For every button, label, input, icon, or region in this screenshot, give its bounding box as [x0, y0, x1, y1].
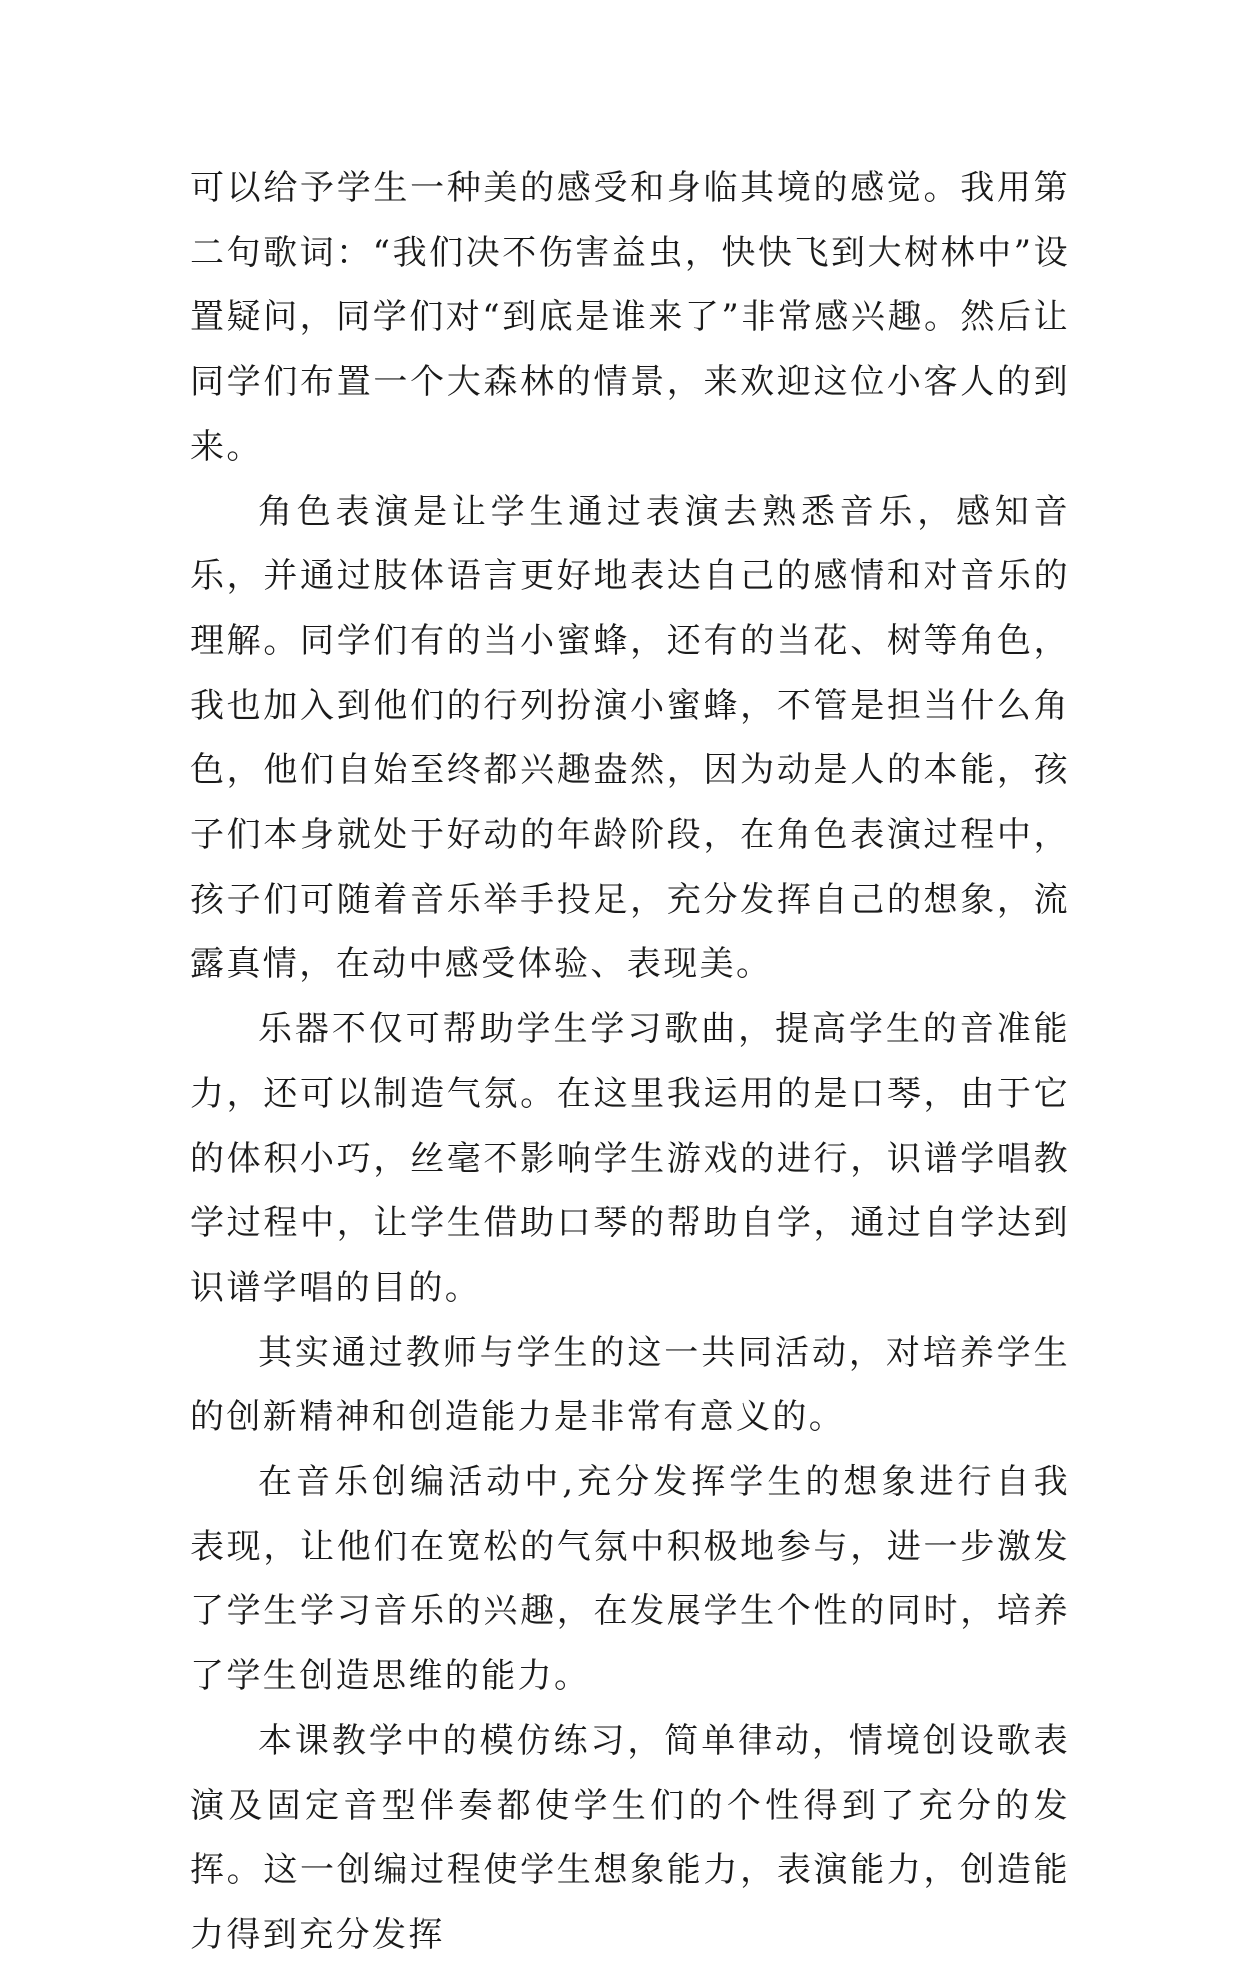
paragraph-2: 角色表演是让学生通过表演去熟悉音乐，感知音乐，并通过肢体语言更好地表达自己的感情和对音乐的理解。同学们有的当小蜜蜂，还有的当花、树等角色，我也加入到他们的行列扮演小蜜蜂，不管是担当什么角色，他们自始至终都兴趣盎然，因为动是人的本能，孩子们本身就处于好动的年龄阶段，在角色表演过程中，孩子们可随着音乐举手投足，充分发挥自己的想象，流露真情，在动中感受体验、表现美。: [190, 491, 1070, 985]
paragraph-1: 可以给予学生一种美的感受和身临其境的感觉。我用第二句歌词：“我们决不伤害益虫，快快飞到大树林中”设置疑问，同学们对“到底是谁来了”非常感兴趣。然后让同学们布置一个大森林的情景，来欢迎这位小客人的到来。: [190, 168, 1070, 467]
paragraph-6: 本课教学中的模仿练习，简单律动，情境创设歌表演及固定音型伴奏都使学生们的个性得到了充分的发挥。这一创编过程使学生想象能力，表演能力，创造能力得到充分发挥: [190, 1720, 1070, 1955]
paragraph-3: 乐器不仅可帮助学生学习歌曲，提高学生的音准能力，还可以制造气氛。在这里我运用的是口琴，由于它的体积小巧，丝毫不影响学生游戏的进行，识谱学唱教学过程中，让学生借助口琴的帮助自学，通过自学达到识谱学唱的目的。: [190, 1009, 1070, 1308]
paragraph-4: 其实通过教师与学生的这一共同活动，对培养学生的创新精神和创造能力是非常有意义的。: [190, 1332, 1070, 1438]
body-text: [190, 156, 1070, 1968]
paragraph-5: 在音乐创编活动中,充分发挥学生的想象进行自我表现，让他们在宽松的气氛中积极地参与，进一步激发了学生学习音乐的兴趣，在发展学生个性的同时，培养了学生创造思维的能力。: [190, 1462, 1070, 1697]
